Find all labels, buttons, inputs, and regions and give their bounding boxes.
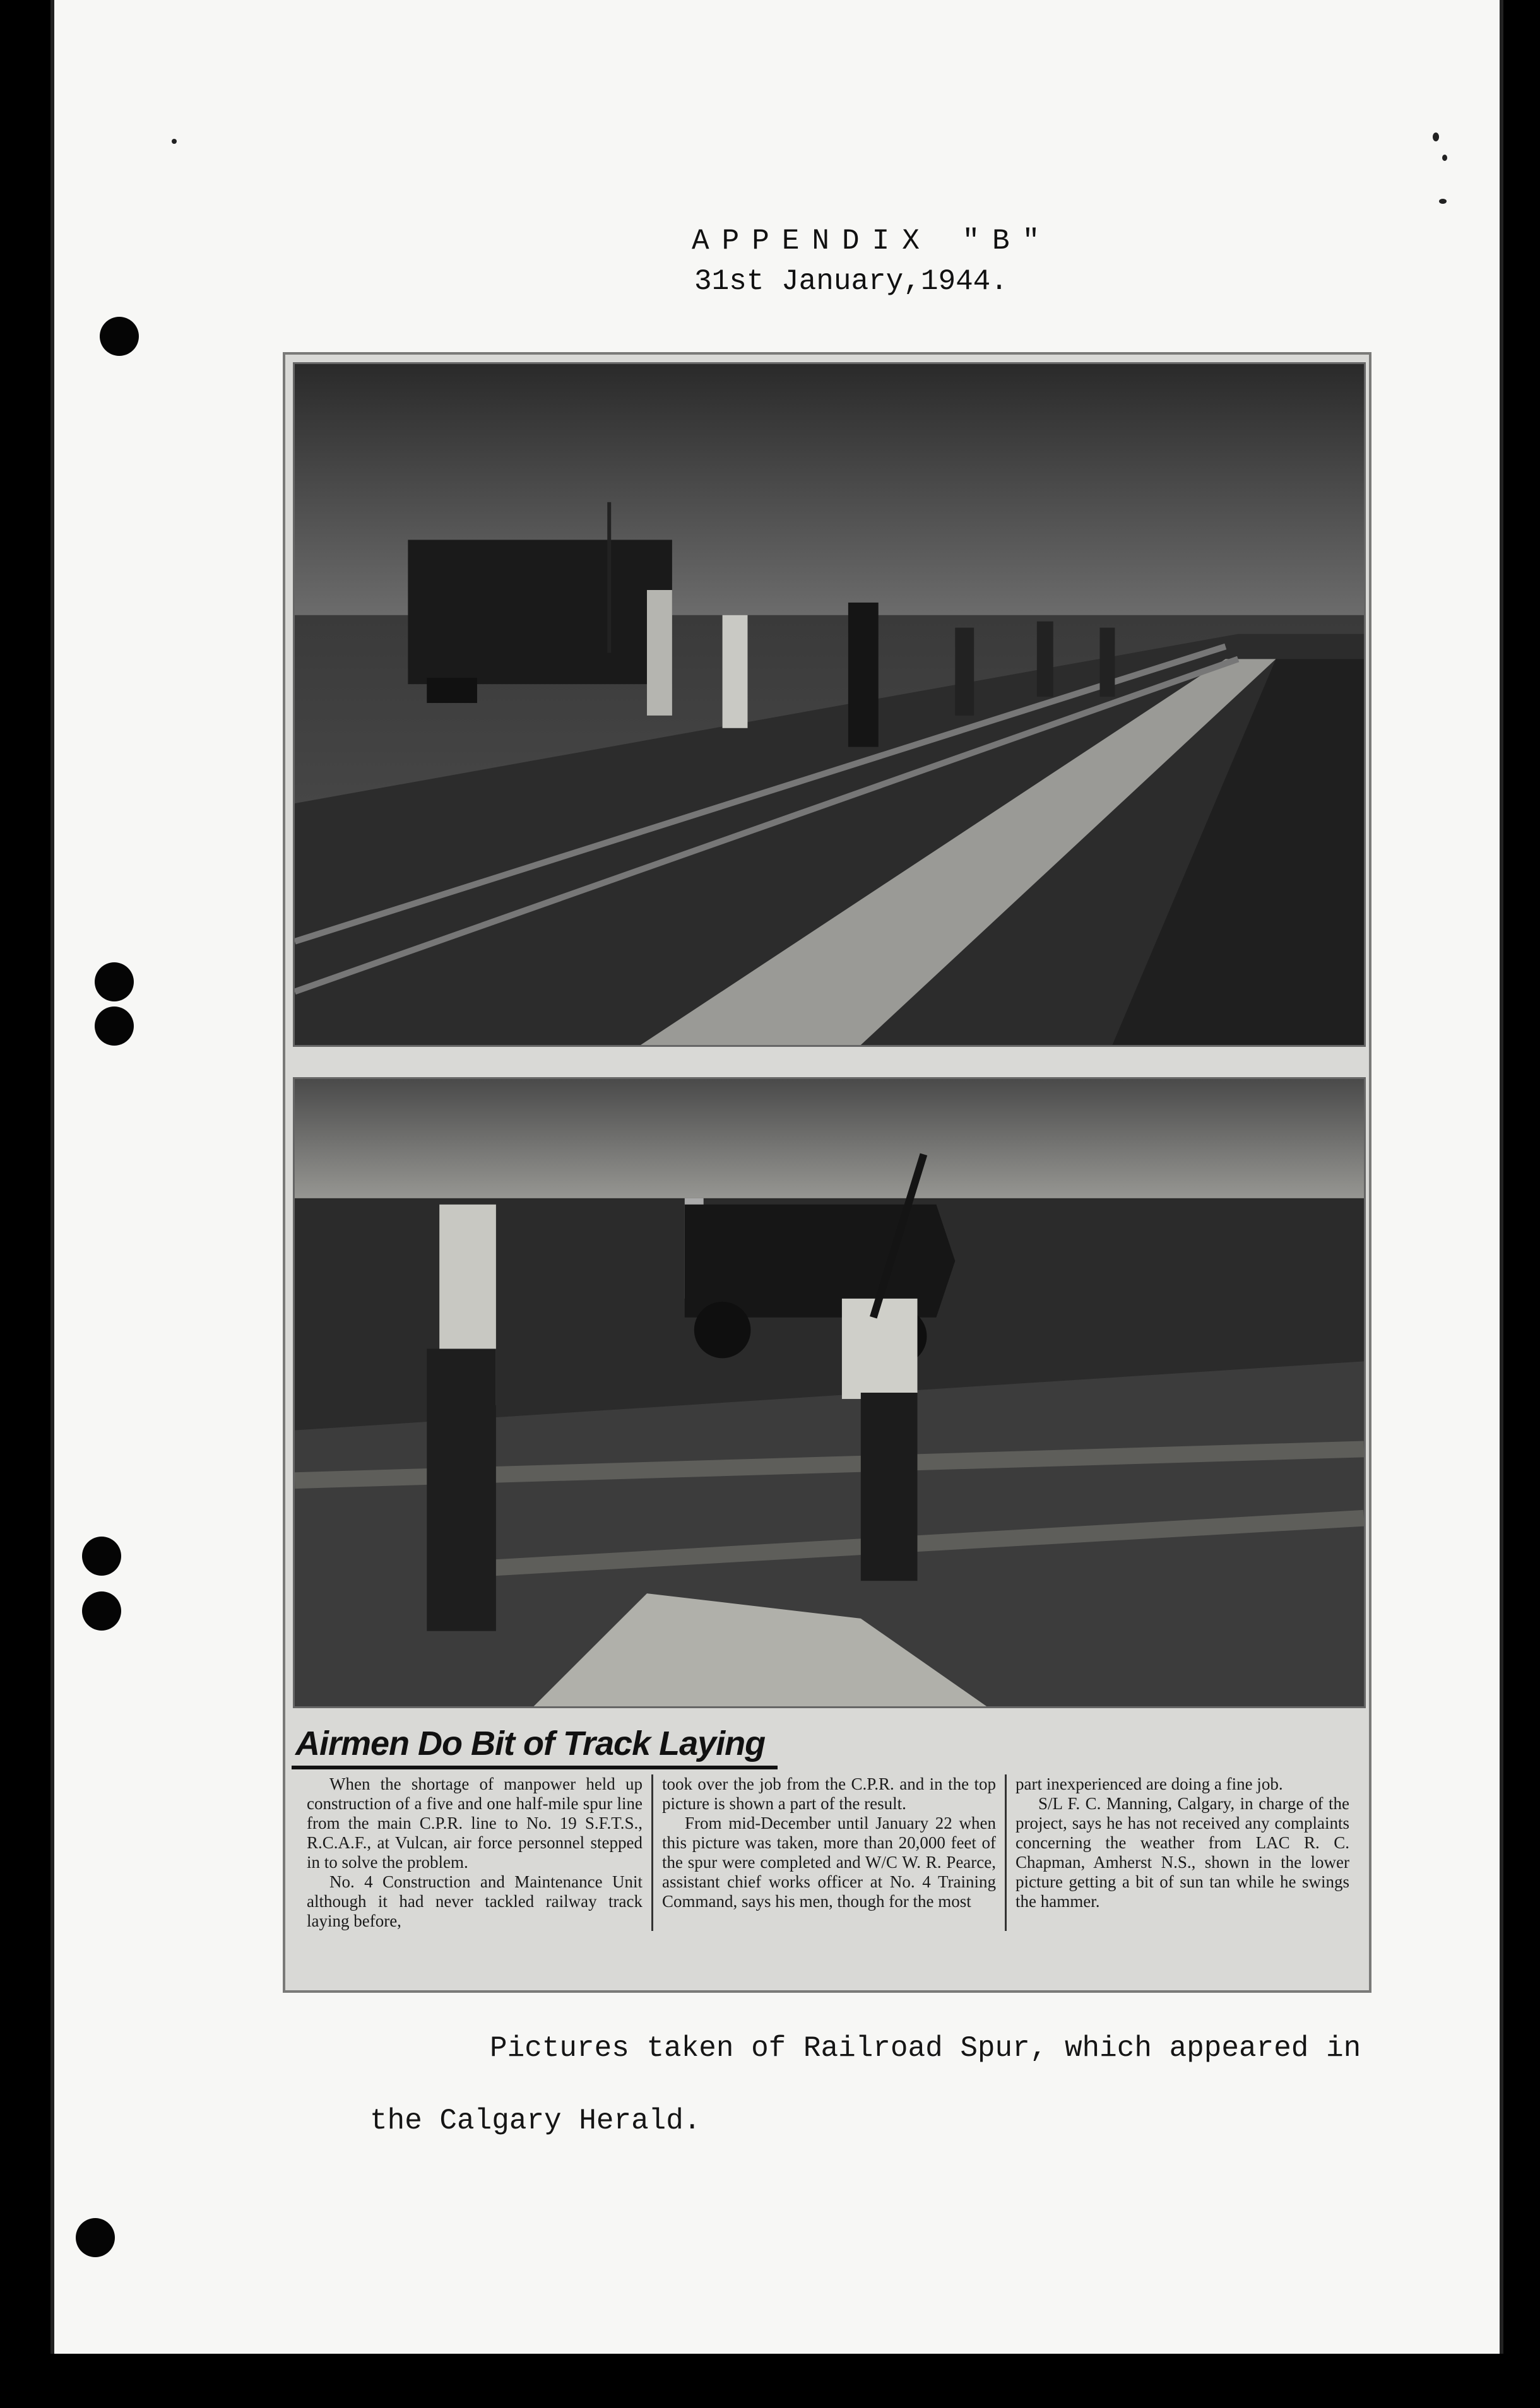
punch-hole xyxy=(95,1006,134,1046)
top-photo-image xyxy=(295,364,1364,1045)
appendix-title: APPENDIX "B" xyxy=(692,225,1053,257)
punch-hole xyxy=(76,2218,115,2257)
bottom-photo xyxy=(293,1077,1366,1708)
article-column-3 xyxy=(1005,1774,1358,1931)
article-paragraph: When the shortage of manpower held up construction of a five and one half-mile spur line from the main C.P.R. line to No. 19 S.F.T.S., R.C.A.F., at Vulcan, air force personnel stepped in to solve the problem. xyxy=(307,1774,643,1872)
article-paragraph: No. 4 Construction and Maintenance Unit although it had never tackled railway track laying before, xyxy=(307,1872,643,1930)
punch-hole xyxy=(82,1591,121,1631)
article-body xyxy=(298,1774,1358,1931)
article-paragraph: took over the job from the C.P.R. and in the top picture is shown a part of the result. xyxy=(662,1774,996,1813)
punch-hole xyxy=(100,317,139,356)
punch-hole xyxy=(82,1537,121,1576)
speck xyxy=(1439,199,1447,204)
appendix-date: 31st January,1944. xyxy=(694,265,1008,298)
bottom-photo-image xyxy=(295,1079,1364,1706)
speck xyxy=(1442,155,1447,161)
speck xyxy=(172,139,177,144)
article-paragraph: From mid-December until January 22 when this picture was taken, more than 20,000 feet of the spur were completed and W/C W. R. Pearce, assistant chief works officer at No. 4 Training Command, says his men, though for the most xyxy=(662,1814,996,1911)
punch-hole xyxy=(95,962,134,1001)
caption-line-1: Pictures taken of Railroad Spur, which appeared in xyxy=(490,2032,1361,2065)
article-headline: Airmen Do Bit of Track Laying xyxy=(292,1724,778,1769)
top-photo xyxy=(293,362,1366,1047)
newspaper-clipping xyxy=(283,352,1371,1993)
document-page xyxy=(50,0,1503,2354)
caption-line-2: the Calgary Herald. xyxy=(370,2104,701,2137)
article-column-2 xyxy=(651,1774,1005,1931)
speck xyxy=(1433,133,1439,141)
article-paragraph: part inexperienced are doing a fine job. xyxy=(1016,1774,1283,1793)
page-header xyxy=(692,221,1096,302)
article-column-1 xyxy=(298,1774,651,1931)
article-paragraph: S/L F. C. Manning, Calgary, in charge of the project, says he has not received any complaints concerning the weather from LAC R. C. Chapman, Amherst N.S., shown in the lower picture getting a bit of sun tan while he swings the hammer. xyxy=(1016,1794,1349,1911)
